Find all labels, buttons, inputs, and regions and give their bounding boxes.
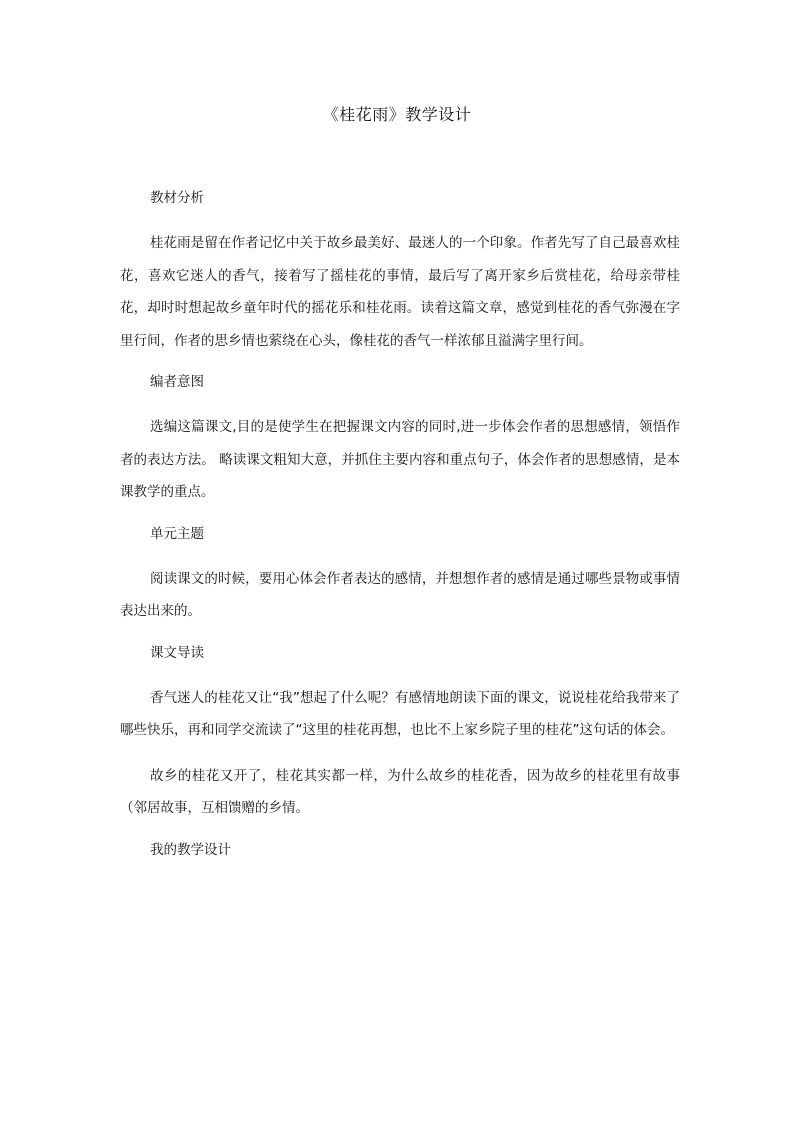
paragraph-text-guide-2: 故乡的桂花又开了，桂花其实都一样，为什么故乡的桂花香，因为故乡的桂花里有故事（邻居故事，互相馈赠的乡情。 [120, 767, 680, 816]
paragraph-editor-intent: 选编这篇课文,目的是使学生在把握课文内容的同时,进一步体会作者的思想感情，领悟作者的表达方法。 略读课文粗知大意，并抓住主要内容和重点句子，体会作者的思想感情，是本课教学的重点。 [120, 419, 680, 500]
section-heading-textbook-analysis: 教材分析 [150, 190, 204, 206]
document-body [120, 186, 680, 879]
section-heading-my-teaching-design: 我的教学设计 [150, 841, 231, 858]
paragraph-text-guide-1: 香气迷人的桂花又让“我”想起了什么呢？有感情地朗读下面的课文，说说桂花给我带来了哪些快乐，再和同学交流读了“这里的桂花再想，也比不上家乡院子里的桂花”这句话的体会。 [120, 689, 680, 738]
paragraph-textbook-analysis: 桂花雨是留在作者记忆中关于故乡最美好、最迷人的一个印象。作者先写了自己最喜欢桂花，喜欢它迷人的香气，接着写了摇桂花的事情，最后写了离开家乡后赏桂花，给母亲带桂花，却时时想起故乡童年时代的摇花乐和桂花雨。读着这篇文章，感觉到桂花的香气弥漫在字里行间，作者的思乡情也萦绕在心头，像桂花的香气一样浓郁且溢满字里行间。 [120, 235, 680, 349]
paragraph-unit-theme: 阅读课文的时候，要用心体会作者表达的感情，并想想作者的感情是通过哪些景物或事情表达出来的。 [120, 570, 680, 619]
section-heading-editor-intent: 编者意图 [150, 374, 204, 390]
section-heading-unit-theme: 单元主题 [150, 525, 204, 542]
document-title: 《桂花雨》教学设计 [322, 105, 472, 124]
section-heading-text-guide: 课文导读 [150, 644, 204, 661]
